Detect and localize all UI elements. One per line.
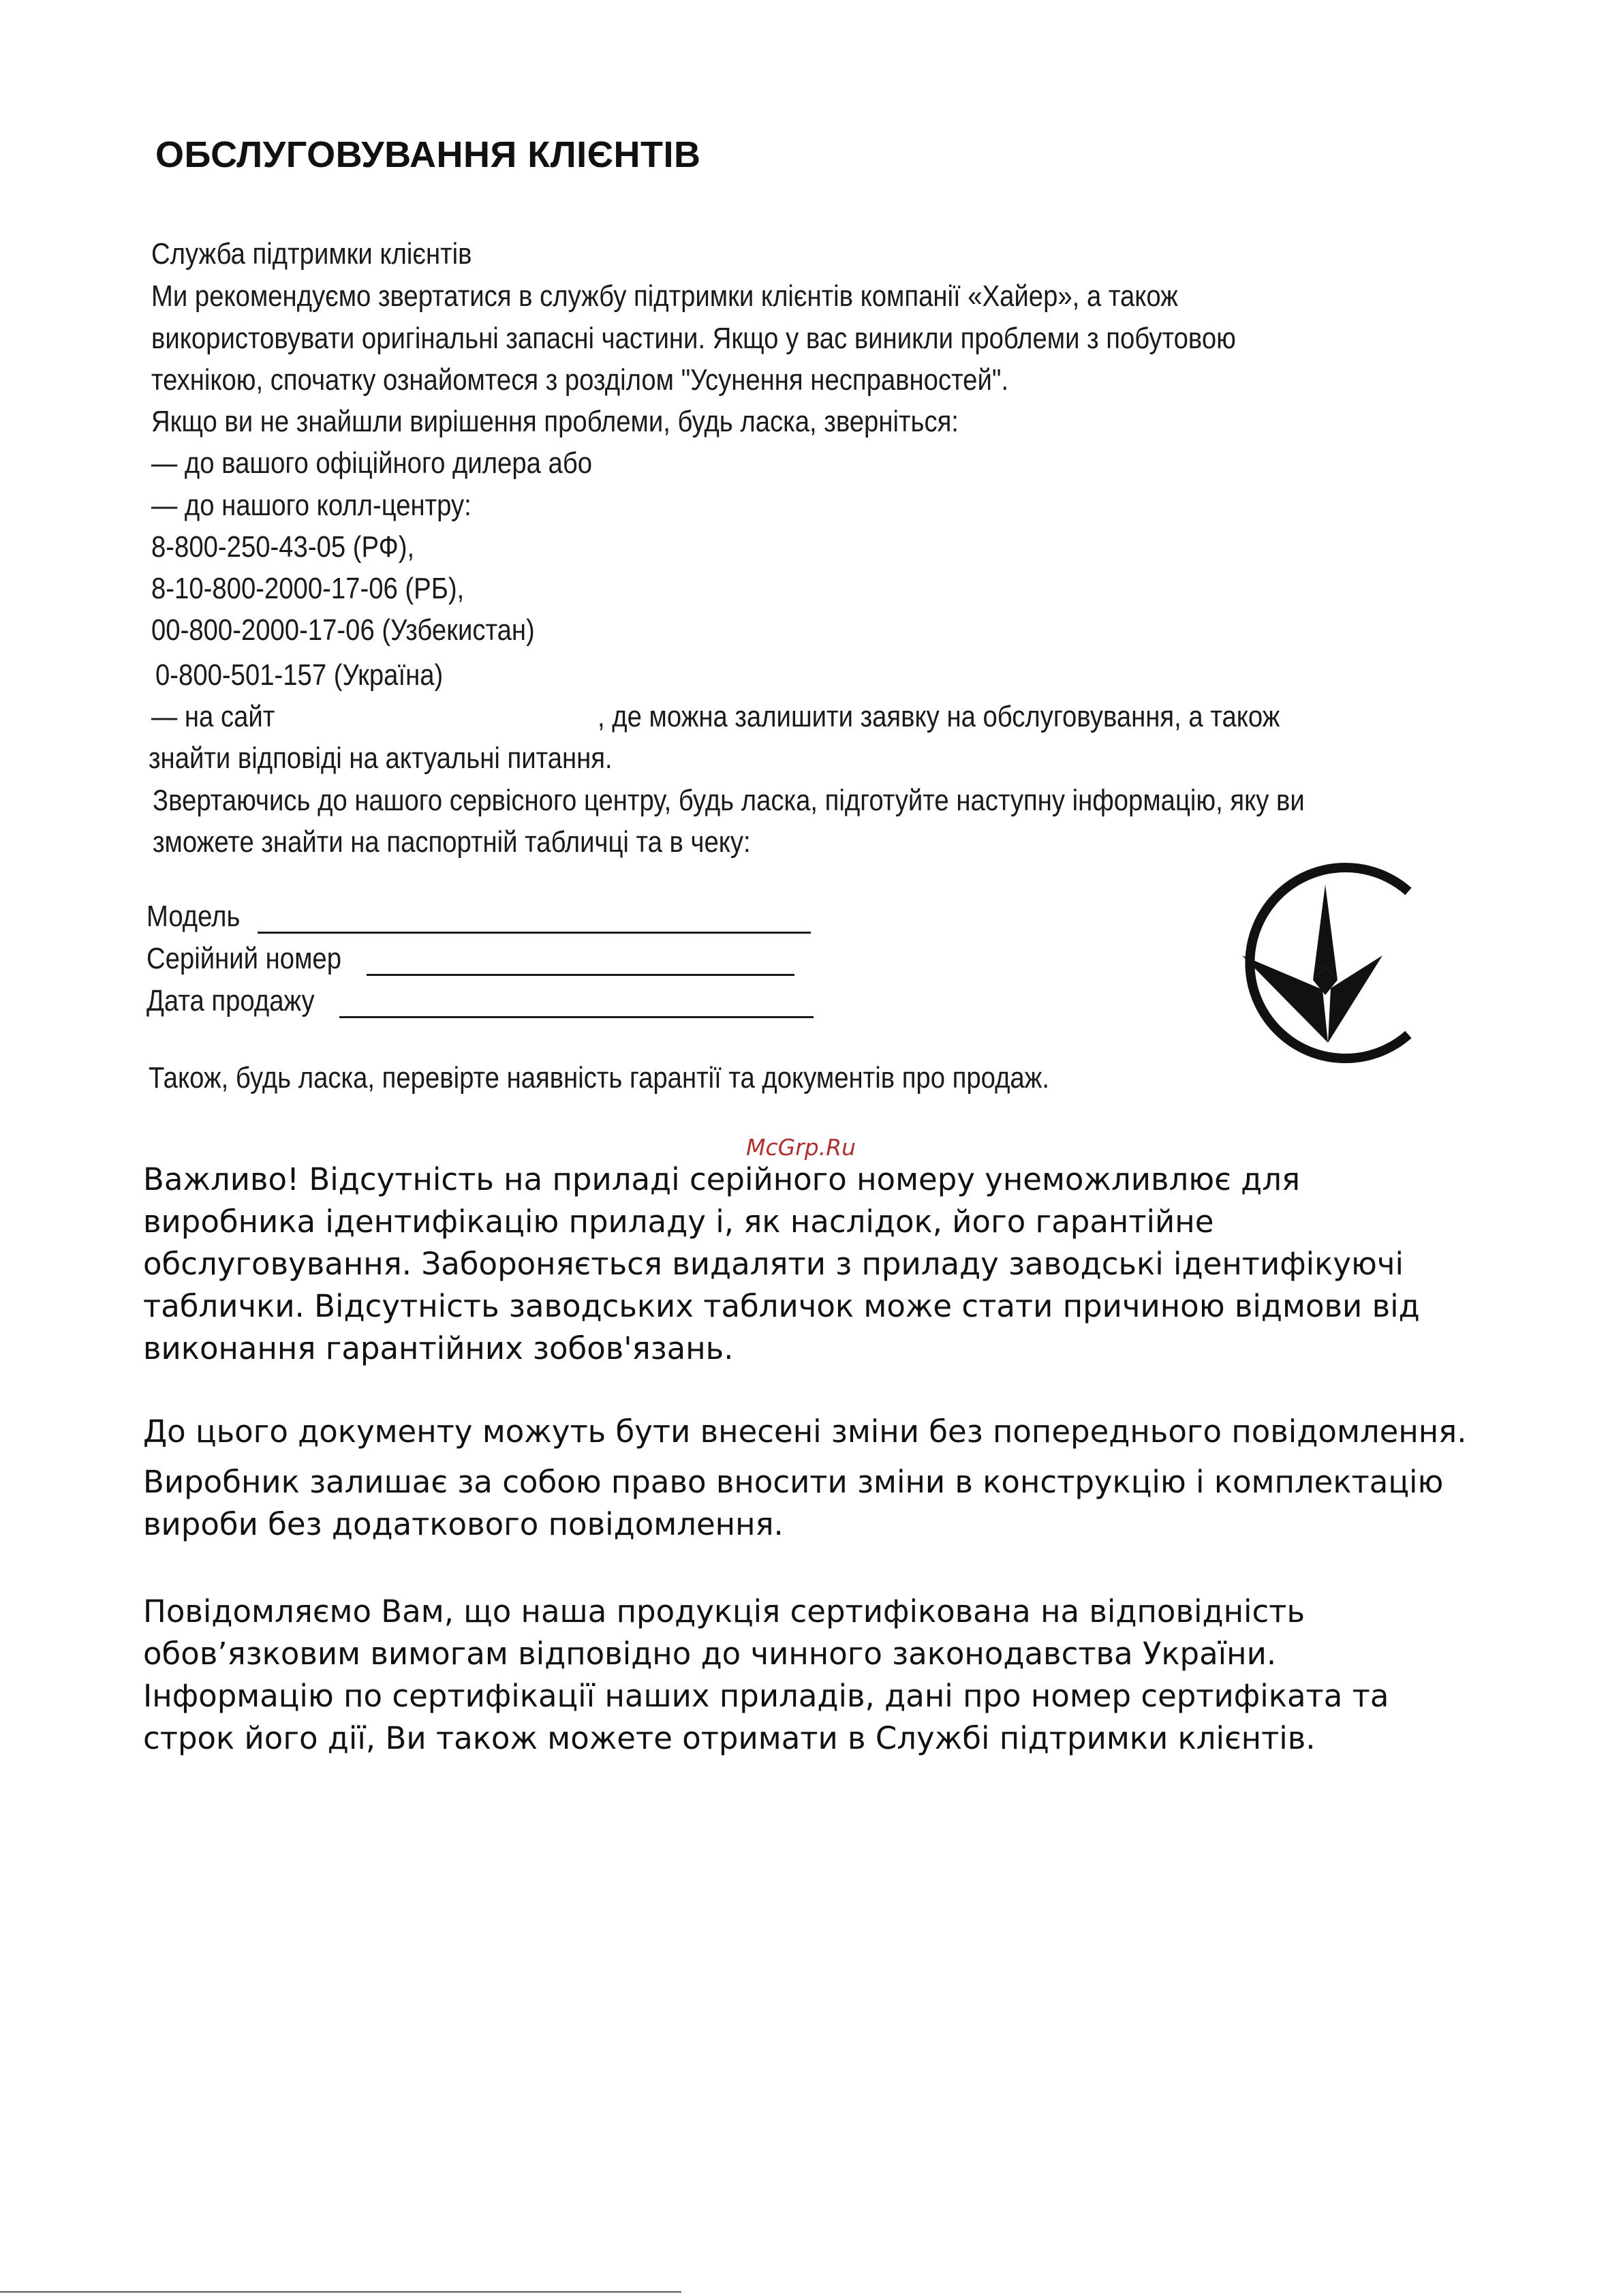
support-line: — до нашого колл-центру: (151, 489, 472, 522)
model-label: Модель (146, 900, 241, 933)
support-line: Якщо ви не знайшли вирішення проблеми, будь ласка, зверніться: (151, 405, 959, 438)
page-title: ОБСЛУГОВУВАННЯ КЛІЄНТІВ (155, 134, 701, 175)
changes-notice: До цього документу можуть бути внесені зміни без попереднього повідомлення. (143, 1413, 1467, 1450)
support-heading: Служба підтримки клієнтів (151, 237, 472, 271)
support-line: використовувати оригінальні запасні частини. Якщо у вас виникли проблеми з побутовою (151, 322, 1236, 355)
guarantee-note: Також, будь ласка, перевірте наявність гарантії та документів про продаж. (149, 1061, 1049, 1095)
site-line-2: знайти відповіді на актуальні питання. (149, 741, 613, 775)
model-field-line[interactable] (258, 932, 811, 934)
prepare-line: зможете знайти на паспортній табличці та в чеку: (153, 825, 751, 859)
important-line: таблички. Відсутність заводських табличок може стати причиною відмови від (143, 1288, 1420, 1324)
support-line: Ми рекомендуємо звертатися в службу підтримки клієнтів компанії «Хайер», а також (151, 279, 1178, 313)
ukraine-conformity-mark-icon (1216, 859, 1414, 1063)
manufacturer-line: вироби без додаткового повідомлення. (143, 1506, 784, 1542)
support-line: технікою, спочатку ознайомтеся з розділом "Усунення несправностей". (151, 363, 1009, 397)
bottom-divider (0, 2291, 681, 2293)
watermark-text: McGrp.Ru (746, 1134, 856, 1161)
phone-uz: 00-800-2000-17-06 (Узбекистан) (151, 613, 535, 647)
important-line: виконання гарантійних зобов'язань. (143, 1330, 734, 1366)
certification-line: строк його дії, Ви також можете отримати в Службі підтримки клієнтів. (143, 1720, 1316, 1756)
phone-ru: 8-800-250-43-05 (РФ), (151, 530, 415, 564)
prepare-line: Звертаючись до нашого сервісного центру, будь ласка, підготуйте наступну інформацію, яку ви (153, 784, 1305, 817)
certification-line: Інформацію по сертифікації наших приладів, дані про номер сертифіката та (143, 1678, 1389, 1714)
important-line: Важливо! Відсутність на приладі серійного номеру унеможливлює для (143, 1161, 1301, 1197)
site-prefix: — на сайт (151, 700, 275, 733)
support-line: — до вашого офіційного дилера або (151, 446, 593, 480)
important-line: обслуговування. Забороняється видаляти з приладу заводські ідентифікуючі (143, 1246, 1404, 1282)
certification-line: обов’язковим вимогам відповідно до чинного законодавства України. (143, 1636, 1277, 1672)
phone-ua: 0-800-501-157 (Україна) (155, 658, 444, 692)
phone-by: 8-10-800-2000-17-06 (РБ), (151, 572, 465, 605)
serial-label: Серійний номер (146, 942, 341, 975)
serial-field-line[interactable] (367, 974, 794, 976)
site-suffix: , де можна залишити заявку на обслуговування, а також (598, 700, 1280, 733)
important-line: виробника ідентифікацію приладу і, як наслідок, його гарантійне (143, 1204, 1214, 1240)
manufacturer-line: Виробник залишає за собою право вносити зміни в конструкцію і комплектацію (143, 1464, 1444, 1500)
date-field-line[interactable] (339, 1016, 814, 1018)
certification-line: Повідомляємо Вам, що наша продукція сертифікована на відповідність (143, 1593, 1305, 1629)
date-label: Дата продажу (146, 984, 315, 1017)
